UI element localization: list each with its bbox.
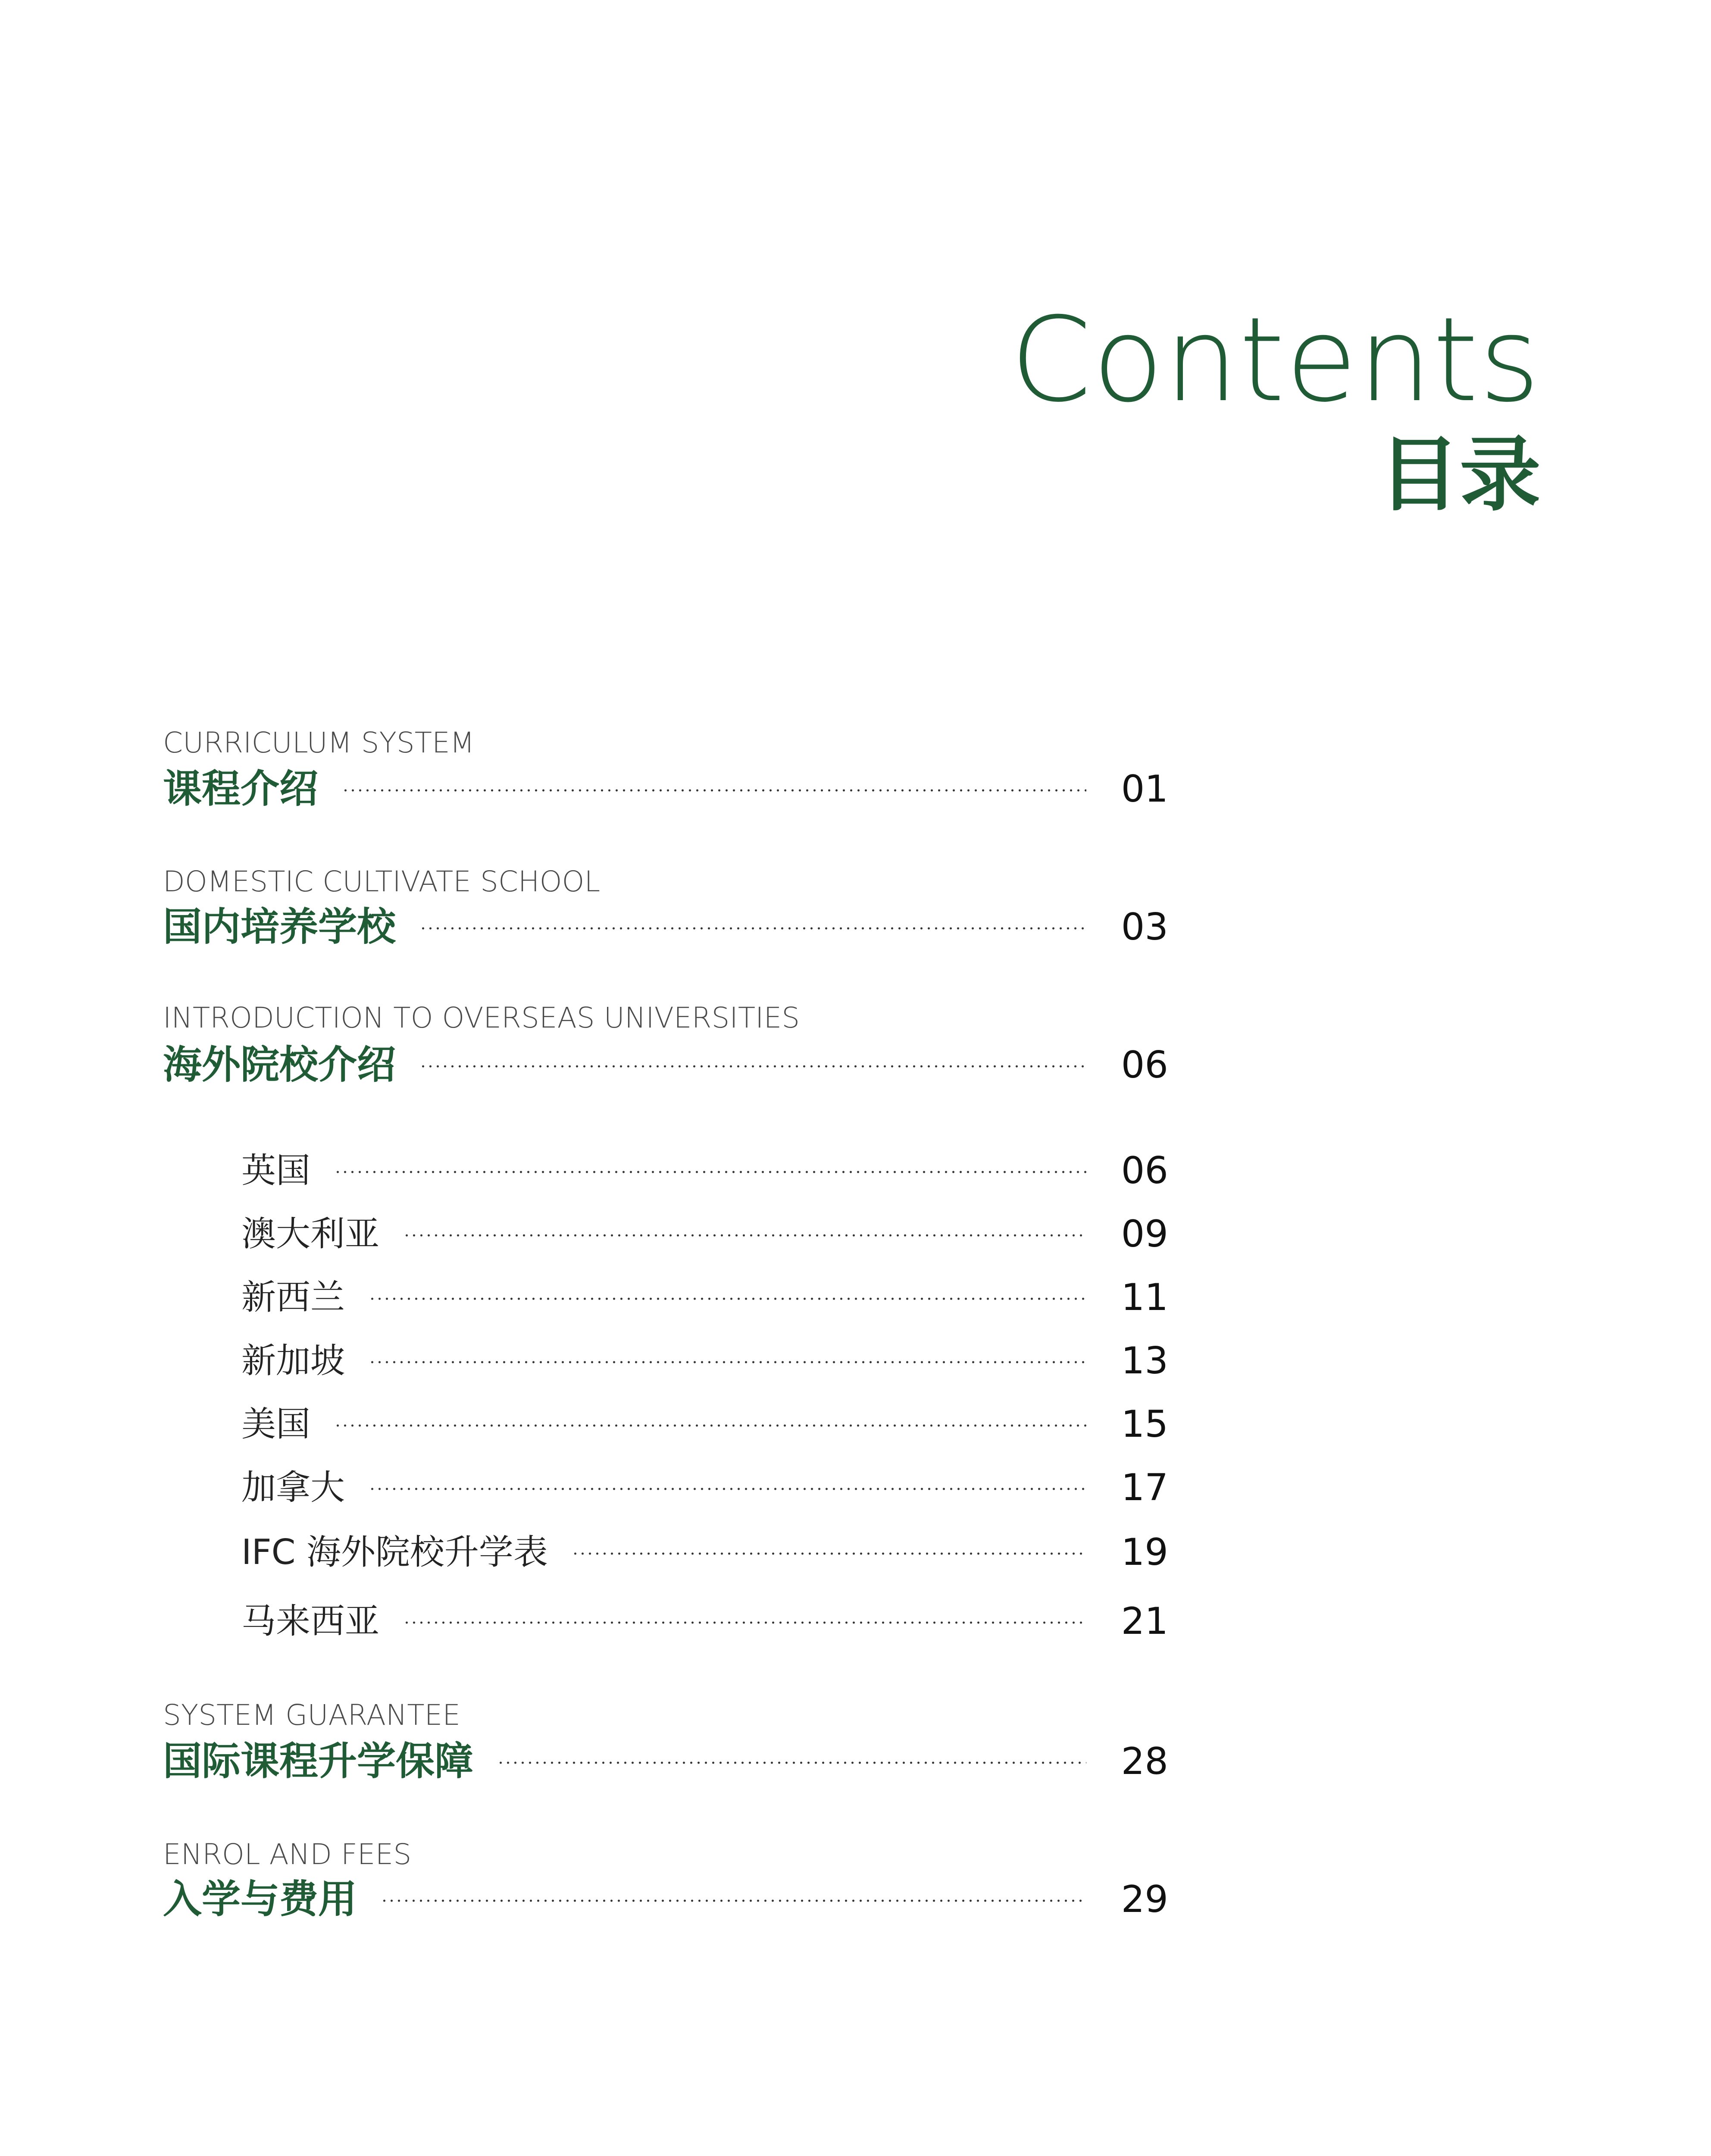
toc-subentry-uk[interactable] [241,1147,1168,1194]
toc-subentry-title: 英国 [241,1150,310,1191]
page-number: 01 [1121,768,1168,811]
dot-leader [369,1488,1086,1490]
page-number: 03 [1121,906,1168,949]
page-title-english: Contents [1010,292,1541,428]
toc-subentry-canada[interactable] [241,1464,1168,1511]
section-subtitle-enrol-fees: ENROL AND FEES [163,1838,412,1871]
dot-leader [369,1297,1086,1300]
toc-subentry-title: 澳大利亚 [241,1214,379,1254]
dot-leader [419,927,1086,930]
toc-entry-domestic-school[interactable] [163,903,1168,951]
section-subtitle-system-guarantee: SYSTEM GUARANTEE [163,1698,461,1732]
toc-subentry-malaysia[interactable] [241,1598,1168,1645]
dot-leader [334,1424,1086,1427]
toc-subentry-title: 新加坡 [241,1341,345,1381]
page-title-chinese: 目录 [1379,428,1541,522]
page-number: 19 [1121,1531,1168,1574]
page-number: 09 [1121,1213,1168,1256]
toc-entry-title: 课程介绍 [163,766,318,812]
page-number: 13 [1121,1339,1168,1382]
toc-subentry-title: 马来西亚 [241,1601,379,1641]
toc-entry-overseas-universities[interactable] [163,1041,1168,1089]
dot-leader [381,1899,1086,1902]
toc-entry-enrol-fees[interactable] [163,1876,1168,1923]
page-number: 29 [1121,1878,1168,1921]
page-number: 11 [1121,1276,1168,1319]
dot-leader [403,1621,1086,1624]
toc-subentry-new-zealand[interactable] [241,1274,1168,1321]
toc-entry-title: 海外院校介绍 [163,1042,396,1087]
section-subtitle-overseas-universities: INTRODUCTION TO OVERSEAS UNIVERSITIES [163,1001,800,1034]
toc-subentry-ifc-table[interactable] [241,1529,1168,1576]
toc-subentry-title: IFC 海外院校升学表 [241,1532,548,1572]
toc-subentry-title: 美国 [241,1404,310,1444]
toc-entry-curriculum[interactable] [163,765,1168,813]
toc-entry-title: 国内培养学校 [163,904,396,950]
toc-entry-title: 入学与费用 [163,1877,357,1922]
toc-subentry-usa[interactable] [241,1401,1168,1448]
dot-leader [572,1552,1086,1555]
page-number: 28 [1121,1740,1168,1783]
section-subtitle-curriculum: CURRICULUM SYSTEM [163,726,475,759]
toc-subentry-singapore[interactable] [241,1337,1168,1385]
toc-entry-title: 国际课程升学保障 [163,1739,473,1784]
toc-subentry-australia[interactable] [241,1210,1168,1258]
dot-leader [403,1234,1086,1237]
page-number: 06 [1121,1044,1168,1087]
dot-leader [419,1065,1086,1068]
page-number: 15 [1121,1403,1168,1446]
page-number: 21 [1121,1600,1168,1643]
dot-leader [342,789,1086,792]
section-subtitle-domestic-school: DOMESTIC CULTIVATE SCHOOL [163,865,601,898]
dot-leader [497,1761,1086,1764]
page-number: 06 [1121,1149,1168,1192]
dot-leader [334,1171,1086,1173]
toc-subentry-title: 新西兰 [241,1277,345,1317]
page-number: 17 [1121,1466,1168,1509]
toc-subentry-title: 加拿大 [241,1467,345,1507]
toc-entry-system-guarantee[interactable] [163,1738,1168,1785]
dot-leader [369,1361,1086,1363]
